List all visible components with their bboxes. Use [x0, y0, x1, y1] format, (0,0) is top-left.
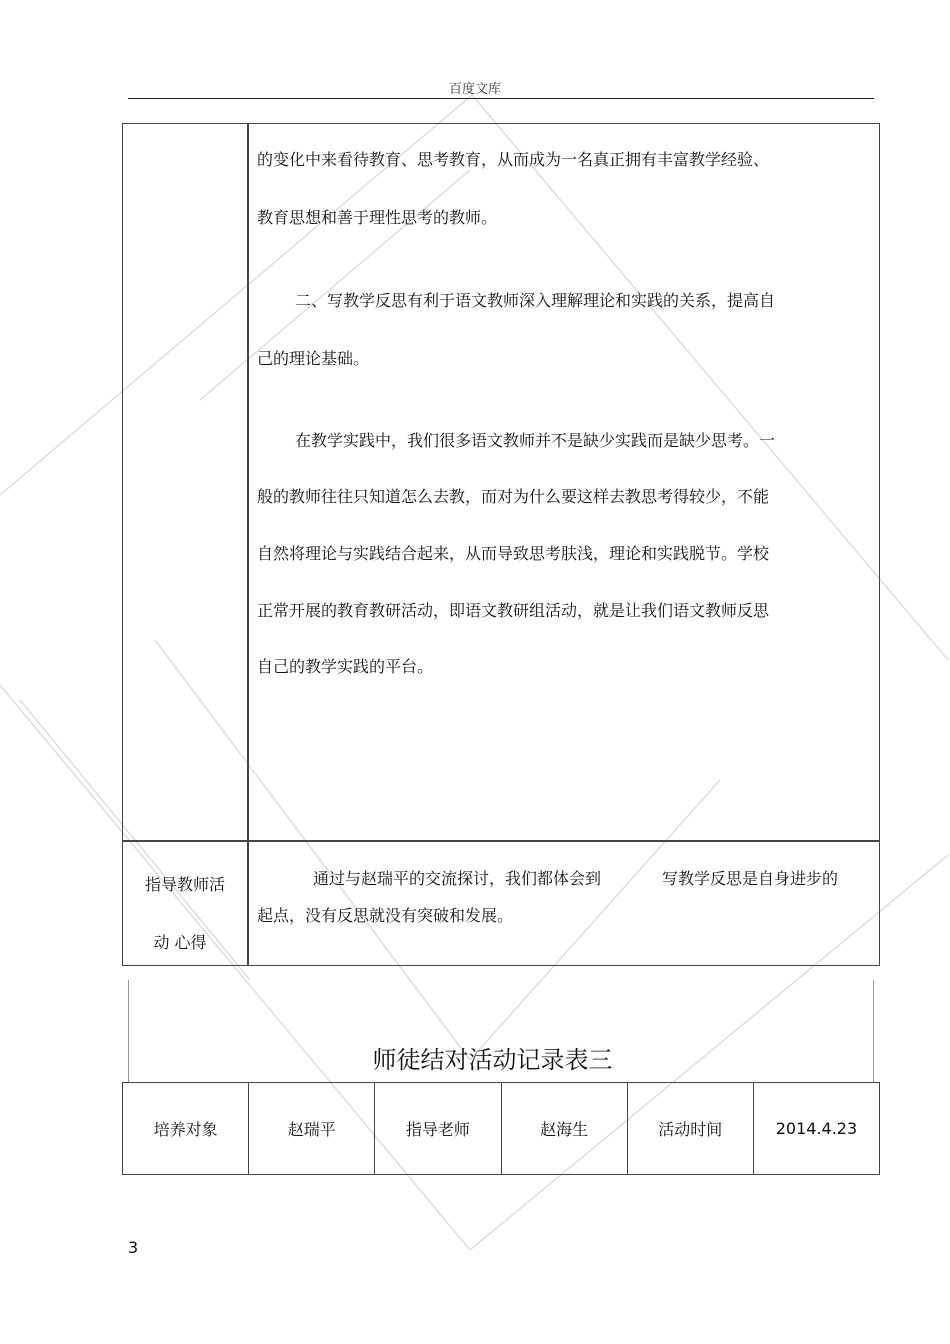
header-title: 百度文库: [448, 82, 501, 97]
text-line: 二、写教学反思有利于语文教师深入理解理论和实践的关系，提高自: [295, 291, 776, 310]
text-line: 教育思想和善于理性思考的教师。: [257, 208, 498, 227]
cell-trainee-label: 培养对象: [123, 1083, 249, 1174]
mentor-reflection-label: [123, 842, 247, 966]
text-line: 自己的教学实践的平台。: [257, 657, 434, 676]
cell-trainee-value: 赵瑞平: [249, 1083, 375, 1174]
header-divider: [128, 98, 874, 99]
text-line: 通过与赵瑞平的交流探讨，我们都体会到: [313, 869, 602, 888]
cell-date-label: 活动时间: [628, 1083, 754, 1174]
text-line: 在教学实践中，我们很多语文教师并不是缺少实践而是缺少思考。一: [295, 431, 776, 450]
table-title: 师徒结对活动记录表三: [372, 1046, 613, 1074]
label-line: 指导教师活: [144, 875, 225, 894]
text-line: 的变化中来看待教育、思考教育，从而成为一名真正拥有丰富教学经验、: [257, 150, 770, 169]
activity-info-table: [122, 1082, 880, 1175]
page-number: 3: [128, 1238, 139, 1257]
cell-mentor-label: 指导老师: [375, 1083, 501, 1174]
column-divider: [247, 124, 249, 965]
cell-date-value: 2014.4.23: [775, 1119, 858, 1138]
label-line: 动 心得: [153, 933, 207, 952]
text-line: 己的理论基础。: [257, 349, 370, 368]
text-line: 自然将理论与实践结合起来，从而导致思考肤浅，理论和实践脱节。学校: [257, 544, 770, 563]
text-line: 写教学反思是自身进步的: [662, 869, 839, 888]
record-table-continued: [122, 123, 880, 966]
cell-mentor-value: 赵海生: [502, 1083, 628, 1174]
text-line: 起点，没有反思就没有突破和发展。: [257, 906, 514, 925]
text-line: 正常开展的教育教研活动，即语文教研组活动，就是让我们语文教师反思: [257, 601, 770, 620]
text-line: 般的教师往往只知道怎么去教，而对为什么要这样去教思考得较少，不能: [257, 487, 770, 506]
